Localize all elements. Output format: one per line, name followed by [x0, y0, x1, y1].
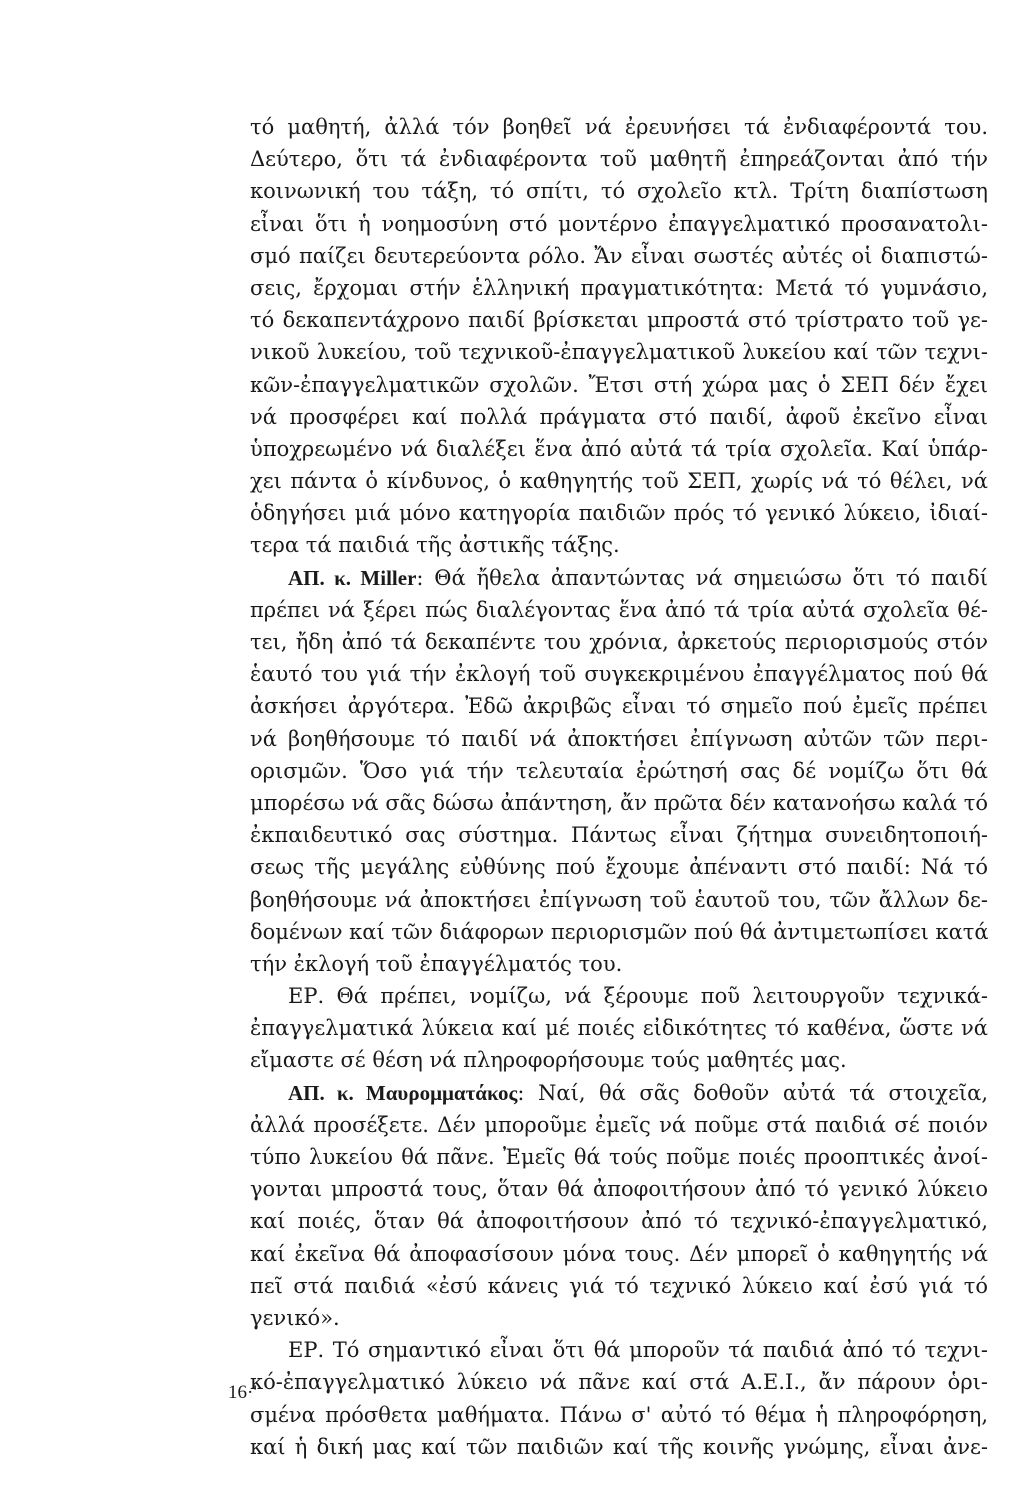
line-text: ὑποχρεωμένο νά διαλέξει ἕνα ἀπό αὐτά τά τρία σχολεῖα. Καί ὑπάρ-: [250, 436, 988, 461]
line-text: : Ναί, θά σᾶς δοθοῦν αὐτά τά στοιχεῖα,: [517, 1080, 989, 1105]
text-line: [250, 658, 988, 690]
text-line: [250, 1012, 988, 1044]
line-text: κό-ἐπαγγελματικό λύκειο νά πᾶνε καί στά Α.Ε.Ι., ἄν πάρουν ὁρι-: [250, 1370, 988, 1395]
text-line: [250, 497, 988, 529]
line-text: νά βοηθήσουμε τό παιδί νά ἀποκτήσει ἐπίγνωση αὐτῶν τῶν περι-: [250, 726, 988, 751]
speaker-name: ΑΠ. κ. Miller: [288, 565, 417, 590]
text-line: [250, 1334, 988, 1366]
text-line: [250, 1431, 988, 1463]
text-line: [250, 626, 988, 658]
line-text: νικοῦ λυκείου, τοῦ τεχνικοῦ-ἐπαγγελματικοῦ λυκείου καί τῶν τεχνι-: [250, 340, 988, 365]
line-text: καί ἐκεῖνα θά ἀποφασίσουν μόνα τους. Δέν μπορεῖ ὁ καθηγητής νά: [250, 1241, 988, 1266]
text-line: [250, 1109, 988, 1141]
line-text: πεῖ στά παιδιά «ἐσύ κάνεις γιά τό τεχνικό λύκειο καί ἐσύ γιά τό: [250, 1273, 988, 1298]
text-line: [250, 175, 988, 207]
text-line: [250, 723, 988, 755]
line-text: κῶν-ἐπαγγελματικῶν σχολῶν. Ἔτσι στή χώρα μας ὁ ΣΕΠ δέν ἔχει: [250, 372, 988, 397]
line-text: κοινωνική του τάξη, τό σπίτι, τό σχολεῖο κτλ. Τρίτη διαπίστωση: [250, 179, 988, 204]
text-line: [250, 433, 988, 465]
line-text: τερα τά παιδιά τῆς ἀστικῆς τάξης.: [250, 533, 620, 558]
text-line: [250, 401, 988, 433]
line-text: εἴμαστε σέ θέση νά πληροφορήσουμε τούς μαθητές μας.: [250, 1048, 847, 1073]
text-line: [250, 369, 988, 401]
text-line: [250, 529, 988, 561]
line-text: ΕΡ. Θά πρέπει, νομίζω, νά ξέρουμε ποῦ λειτουργοῦν τεχνικά-: [288, 984, 988, 1009]
line-text: ἀσκήσει ἀργότερα. Ἐδῶ ἀκριβῶς εἶναι τό σημεῖο πού ἐμεῖς πρέπει: [250, 694, 988, 719]
line-text: Δεύτερο, ὅτι τά ἐνδιαφέροντα τοῦ μαθητῆ ἐπηρεάζονται ἀπό τήν: [250, 147, 988, 172]
line-text: τει, ἤδη ἀπό τά δεκαπέντε του χρόνια, ἀρκετούς περιορισμούς στόν: [250, 630, 988, 654]
text-line: [250, 819, 988, 851]
line-text: ἀλλά προσέξετε. Δέν μποροῦμε ἐμεῖς νά ποῦμε στά παιδιά σέ ποιόν: [250, 1112, 988, 1137]
text-line: [250, 1399, 988, 1431]
line-text: ΕΡ. Τό σημαντικό εἶναι ὅτι θά μποροῦν τά παιδιά ἀπό τό τεχνι-: [288, 1338, 988, 1363]
text-line: [250, 1141, 988, 1173]
line-text: πρέπει νά ξέρει πώς διαλέγοντας ἕνα ἀπό τά τρία αὐτά σχολεῖα θέ-: [250, 597, 988, 622]
text-line: [250, 1077, 988, 1109]
text-line: [250, 1044, 988, 1076]
line-text: σεως τῆς μεγάλης εὐθύνης πού ἔχουμε ἀπέναντι στό παιδί: Νά τό: [250, 855, 988, 880]
line-text: δομένων καί τῶν διάφορων περιορισμῶν πού θά ἀντιμετωπίσει κατά: [250, 919, 989, 944]
text-line: [250, 1302, 988, 1334]
text-line: [250, 336, 988, 368]
line-text: τήν ἐκλογή τοῦ ἐπαγγέλματός του.: [250, 951, 623, 976]
text-line: [250, 1173, 988, 1205]
line-text: νά προσφέρει καί πολλά πράγματα στό παιδί, ἀφοῦ ἐκεῖνο εἶναι: [250, 404, 988, 429]
text-line: [250, 916, 988, 948]
text-line: [250, 1366, 988, 1398]
text-line: [250, 304, 988, 336]
text-line: [250, 143, 988, 175]
line-text: μπορέσω νά σᾶς δώσω ἀπάντηση, ἄν πρῶτα δέν κατανοήσω καλά τό: [250, 790, 988, 815]
text-line: [250, 1270, 988, 1302]
page-number: 16·': [228, 1382, 257, 1403]
line-text: ὁδηγήσει μιά μόνο κατηγορία παιδιῶν πρός τό γενικό λύκειο, ἰδιαί-: [250, 501, 988, 526]
line-text: γενικό».: [250, 1305, 340, 1330]
text-line: [250, 594, 988, 626]
text-line: [250, 272, 988, 304]
text-line: [250, 111, 988, 143]
text-line: [250, 690, 988, 722]
line-text: : Θά ἤθελα ἀπαντώντας νά σημειώσω ὅτι τό παιδί: [416, 565, 989, 590]
text-line: [250, 240, 988, 272]
text-line: [250, 851, 988, 883]
text-line: [250, 562, 988, 594]
line-text: τό δεκαπεντάχρονο παιδί βρίσκεται μπροστά στό τρίστρατο τοῦ γε-: [250, 308, 988, 333]
line-text: γονται μπροστά τους, ὅταν θά ἀποφοιτήσουν ἀπό τό γενικό λύκειο: [250, 1177, 988, 1202]
line-text: ἐπαγγελματικά λύκεια καί μέ ποιές εἰδικότητες τό καθένα, ὥστε νά: [250, 1016, 988, 1041]
line-text: σεις, ἔρχομαι στήν ἑλληνική πραγματικότητα: Μετά τό γυμνάσιο,: [250, 275, 988, 300]
text-line: [250, 208, 988, 240]
line-text: εἶναι ὅτι ἡ νοημοσύνη στό μοντέρνο ἐπαγγελματικό προσανατολι-: [250, 211, 988, 236]
line-text: σμό παίζει δευτερεύοντα ρόλο. Ἄν εἶναι σωστές αὐτές οἱ διαπιστώ-: [250, 243, 988, 268]
text-line: [250, 980, 988, 1012]
line-text: τό μαθητή, ἀλλά τόν βοηθεῖ νά ἐρευνήσει τά ἐνδιαφέροντά του.: [250, 115, 988, 139]
line-text: βοηθήσουμε νά ἀποκτήσει ἐπίγνωση τοῦ ἑαυτοῦ του, τῶν ἄλλων δε-: [250, 887, 988, 912]
line-text: καί ἡ δική μας καί τῶν παιδιῶν καί τῆς κοινῆς γνώμης, εἶναι ἀνε-: [250, 1434, 988, 1459]
line-text: ἑαυτό του γιά τήν ἐκλογή τοῦ συγκεκριμένου ἐπαγγέλματος πού θά: [250, 662, 988, 687]
line-text: ἐκπαιδευτικό σας σύστημα. Πάντως εἶναι ζήτημα συνειδητοποιή-: [250, 823, 988, 848]
text-line: [250, 787, 988, 819]
text-line: [250, 884, 988, 916]
text-line: [250, 1238, 988, 1270]
text-line: [250, 465, 988, 497]
line-text: τύπο λυκείου θά πᾶνε. Ἐμεῖς θά τούς ποῦμε ποιές προοπτικές ἀνοί-: [250, 1145, 988, 1169]
speaker-name: ΑΠ. κ. Μαυρομματάκος: [288, 1080, 518, 1105]
line-text: ορισμῶν. Ὅσο γιά τήν τελευταία ἐρώτησή σας δέ νομίζω ὅτι θά: [250, 758, 988, 783]
text-line: [250, 1205, 988, 1237]
line-text: χει πάντα ὁ κίνδυνος, ὁ καθηγητής τοῦ ΣΕΠ, χωρίς νά τό θέλει, νά: [250, 469, 988, 494]
line-text: καί ποιές, ὅταν θά ἀποφοιτήσουν ἀπό τό τεχνικό-ἐπαγγελματικό,: [250, 1209, 988, 1234]
text-line: [250, 755, 988, 787]
text-line: [250, 948, 988, 980]
body-text: [250, 111, 988, 1463]
line-text: σμένα πρόσθετα μαθήματα. Πάνω σ' αὐτό τό θέμα ἡ πληροφόρηση,: [250, 1402, 988, 1427]
